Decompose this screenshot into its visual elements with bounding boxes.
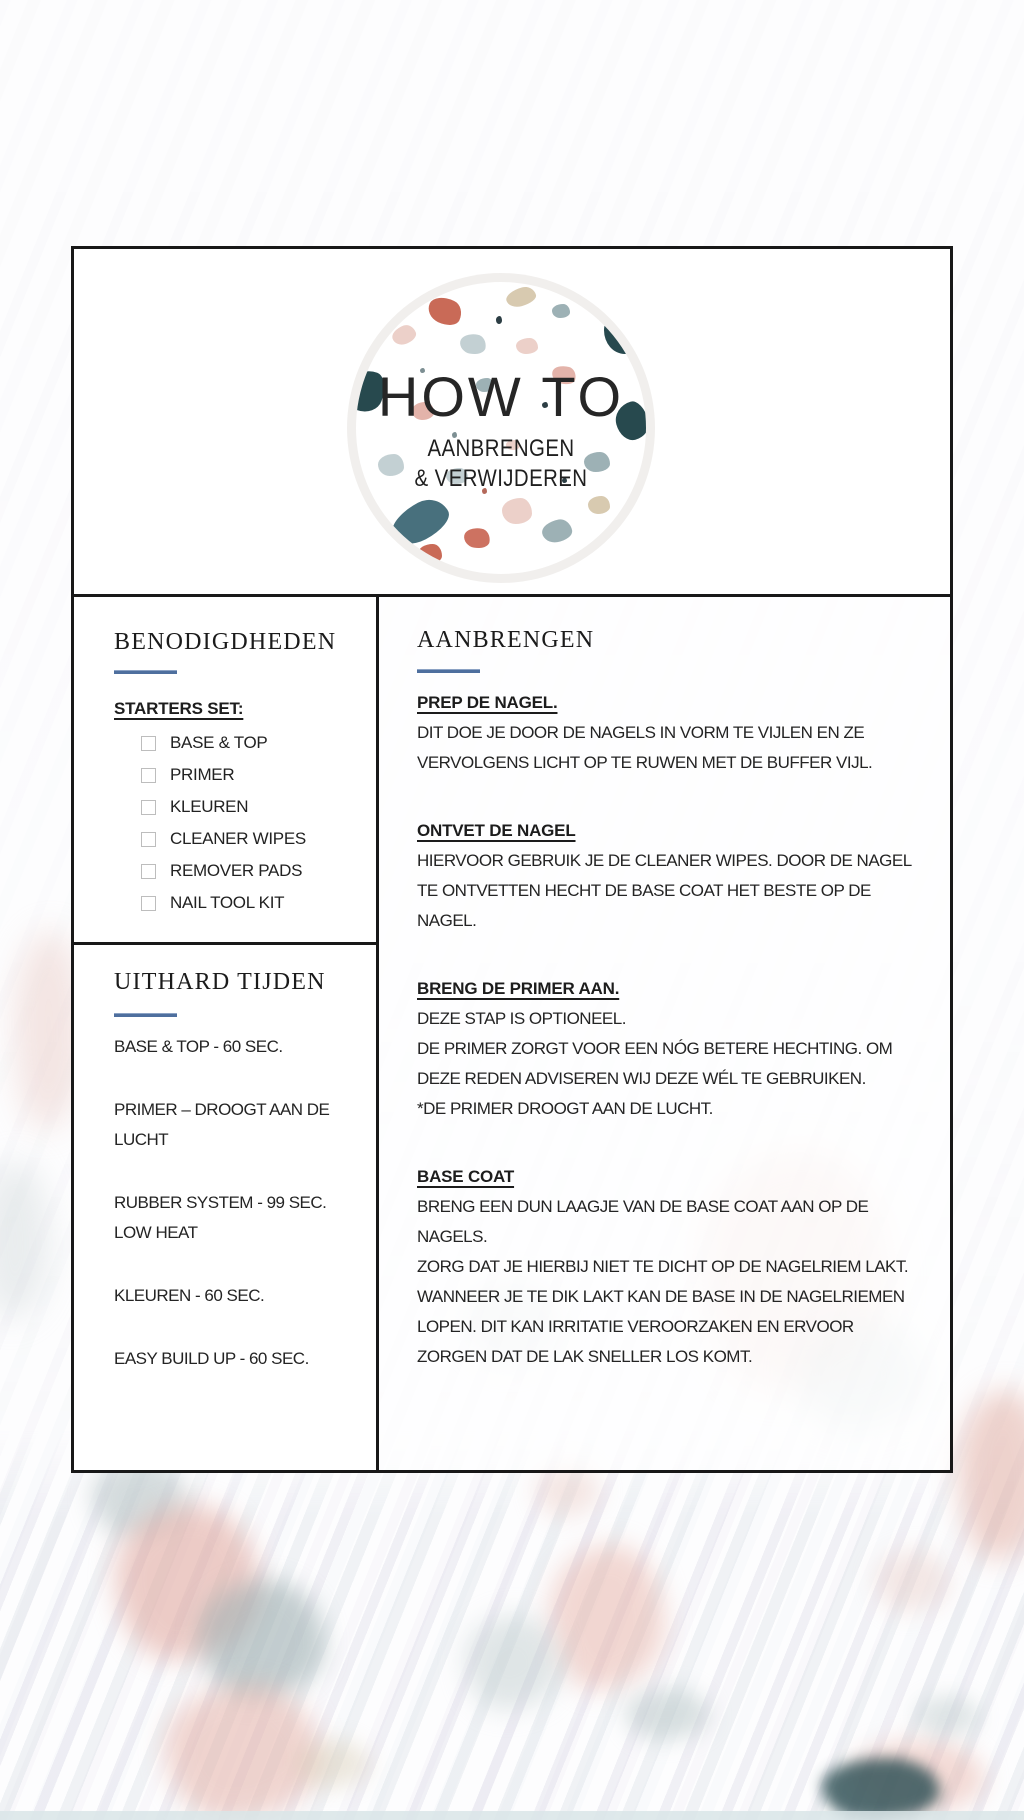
checklist-item: REMOVER PADS bbox=[141, 855, 362, 887]
terrazzo-speck bbox=[385, 492, 455, 552]
aanbrengen-section bbox=[379, 597, 950, 1470]
watercolor-blob bbox=[465, 1615, 560, 1710]
section-title: BRENG DE PRIMER AAN. bbox=[417, 979, 620, 998]
terrazzo-speck bbox=[588, 496, 610, 514]
checkbox-icon bbox=[141, 736, 156, 751]
benodigdheden-heading: BENODIGDHEDEN bbox=[114, 629, 337, 655]
uithard-tijden-section bbox=[74, 945, 376, 1470]
watercolor-blob bbox=[875, 1550, 950, 1612]
section-title: PREP DE NAGEL. bbox=[417, 693, 558, 712]
text-line: ZORG DAT JE HIERBIJ NIET TE DICHT OP DE NAGELRIEM LAKT. bbox=[417, 1257, 909, 1276]
cure-time-item: RUBBER SYSTEM - 99 SEC. LOW HEAT bbox=[114, 1193, 327, 1242]
terrazzo-speck bbox=[604, 308, 646, 354]
text-line: DEZE REDEN ADVISEREN WIJ DEZE WÉL TE GEBRUIKEN. bbox=[417, 1069, 866, 1088]
instruction-section bbox=[417, 974, 936, 1124]
bottom-edge-strip bbox=[0, 1811, 1024, 1820]
terrazzo-speck bbox=[390, 322, 419, 347]
text-line: VERVOLGENS LICHT OP TE RUWEN MET DE BUFFER VIJL. bbox=[417, 753, 873, 772]
heading-underline bbox=[417, 669, 480, 673]
logo-subtitle-line2: & VERWIJDEREN bbox=[414, 465, 588, 492]
watercolor-stripes-bottom bbox=[0, 1430, 1024, 1820]
text-line: TE ONTVETTEN HECHT DE BASE COAT HET BESTE OP DE bbox=[417, 881, 871, 900]
instruction-section bbox=[417, 816, 936, 936]
logo-badge bbox=[356, 282, 646, 574]
watercolor-blob bbox=[550, 1545, 665, 1690]
section-title: BASE COAT bbox=[417, 1167, 515, 1186]
cure-time-item: EASY BUILD UP - 60 SEC. bbox=[114, 1349, 309, 1368]
cure-time-item: KLEUREN - 60 SEC. bbox=[114, 1286, 265, 1305]
watercolor-blob bbox=[0, 1160, 50, 1320]
terrazzo-speck bbox=[418, 544, 442, 564]
text-line: *DE PRIMER DROOGT AAN DE LUCHT. bbox=[417, 1099, 713, 1118]
text-line: ZORGEN DAT DE LAK SNELLER LOS KOMT. bbox=[417, 1347, 753, 1366]
terrazzo-speck bbox=[496, 316, 502, 324]
terrazzo-speck bbox=[502, 498, 532, 524]
instruction-section bbox=[417, 1162, 936, 1372]
checklist-item: PRIMER bbox=[141, 759, 362, 791]
document-frame bbox=[71, 246, 953, 1473]
text-line: DEZE STAP IS OPTIONEEL. bbox=[417, 1009, 626, 1028]
benodigdheden-section bbox=[74, 597, 376, 945]
instruction-section bbox=[417, 688, 936, 778]
watercolor-blob bbox=[200, 1580, 325, 1700]
watercolor-blob bbox=[165, 1685, 320, 1820]
uithard-tijden-heading: UITHARD TIJDEN bbox=[114, 969, 326, 995]
watercolor-blob bbox=[115, 1505, 260, 1660]
watercolor-blob bbox=[958, 1390, 1024, 1560]
heading-underline bbox=[114, 1013, 177, 1017]
header-section bbox=[74, 249, 950, 597]
instruction-sections bbox=[417, 688, 936, 1372]
section-title: ONTVET DE NAGEL bbox=[417, 821, 576, 840]
terrazzo-speck bbox=[552, 304, 570, 318]
aanbrengen-heading: AANBRENGEN bbox=[417, 627, 595, 653]
text-line: LOPEN. DIT KAN IRRITATIE VEROORZAKEN EN ERVOOR bbox=[417, 1317, 854, 1336]
text-line: WANNEER JE TE DIK LAKT KAN DE BASE IN DE NAGELRIEMEN bbox=[417, 1287, 905, 1306]
logo-subtitle-line1: AANBRENGEN bbox=[427, 435, 575, 462]
heading-underline bbox=[114, 670, 177, 674]
terrazzo-speck bbox=[516, 338, 538, 354]
checkbox-icon bbox=[141, 832, 156, 847]
text-line: HIERVOOR GEBRUIK JE DE CLEANER WIPES. DOOR DE NAGEL bbox=[417, 851, 912, 870]
terrazzo-speck bbox=[462, 526, 491, 550]
text-line: BRENG EEN DUN LAAGJE VAN DE BASE COAT AAN OP DE bbox=[417, 1197, 869, 1216]
checkbox-icon bbox=[141, 768, 156, 783]
terrazzo-speck bbox=[458, 332, 487, 356]
checkbox-icon bbox=[141, 896, 156, 911]
cure-time-item: BASE & TOP - 60 SEC. bbox=[114, 1037, 283, 1056]
watercolor-blob bbox=[915, 1695, 980, 1737]
cure-times-list bbox=[114, 1032, 362, 1374]
starters-set-title: STARTERS SET: bbox=[114, 699, 244, 718]
checkbox-icon bbox=[141, 800, 156, 815]
text-line: NAGEL. bbox=[417, 911, 477, 930]
text-line: NAGELS. bbox=[417, 1227, 488, 1246]
content-columns bbox=[74, 597, 950, 1470]
checklist-item: NAIL TOOL KIT bbox=[141, 887, 362, 919]
watercolor-blob bbox=[625, 1688, 710, 1740]
checklist-item: KLEUREN bbox=[141, 791, 362, 823]
text-line: DIT DOE JE DOOR DE NAGELS IN VORM TE VIJLEN EN ZE bbox=[417, 723, 865, 742]
cure-time-item: PRIMER – DROOGT AAN DE LUCHT bbox=[114, 1100, 330, 1149]
left-column bbox=[74, 597, 379, 1470]
terrazzo-speck bbox=[540, 518, 573, 545]
checkbox-icon bbox=[141, 864, 156, 879]
watercolor-blob bbox=[850, 1740, 985, 1815]
terrazzo-speck bbox=[424, 292, 466, 330]
starters-checklist bbox=[114, 727, 362, 919]
text-line: DE PRIMER ZORGT VOOR EEN NÓG BETERE HECHTING. OM bbox=[417, 1039, 893, 1058]
checklist-item: BASE & TOP bbox=[141, 727, 362, 759]
watercolor-blob bbox=[295, 1740, 370, 1788]
terrazzo-speck bbox=[504, 284, 538, 309]
logo-title: HOW TO bbox=[377, 365, 625, 428]
checklist-item: CLEANER WIPES bbox=[141, 823, 362, 855]
logo-subtitle bbox=[378, 434, 625, 494]
